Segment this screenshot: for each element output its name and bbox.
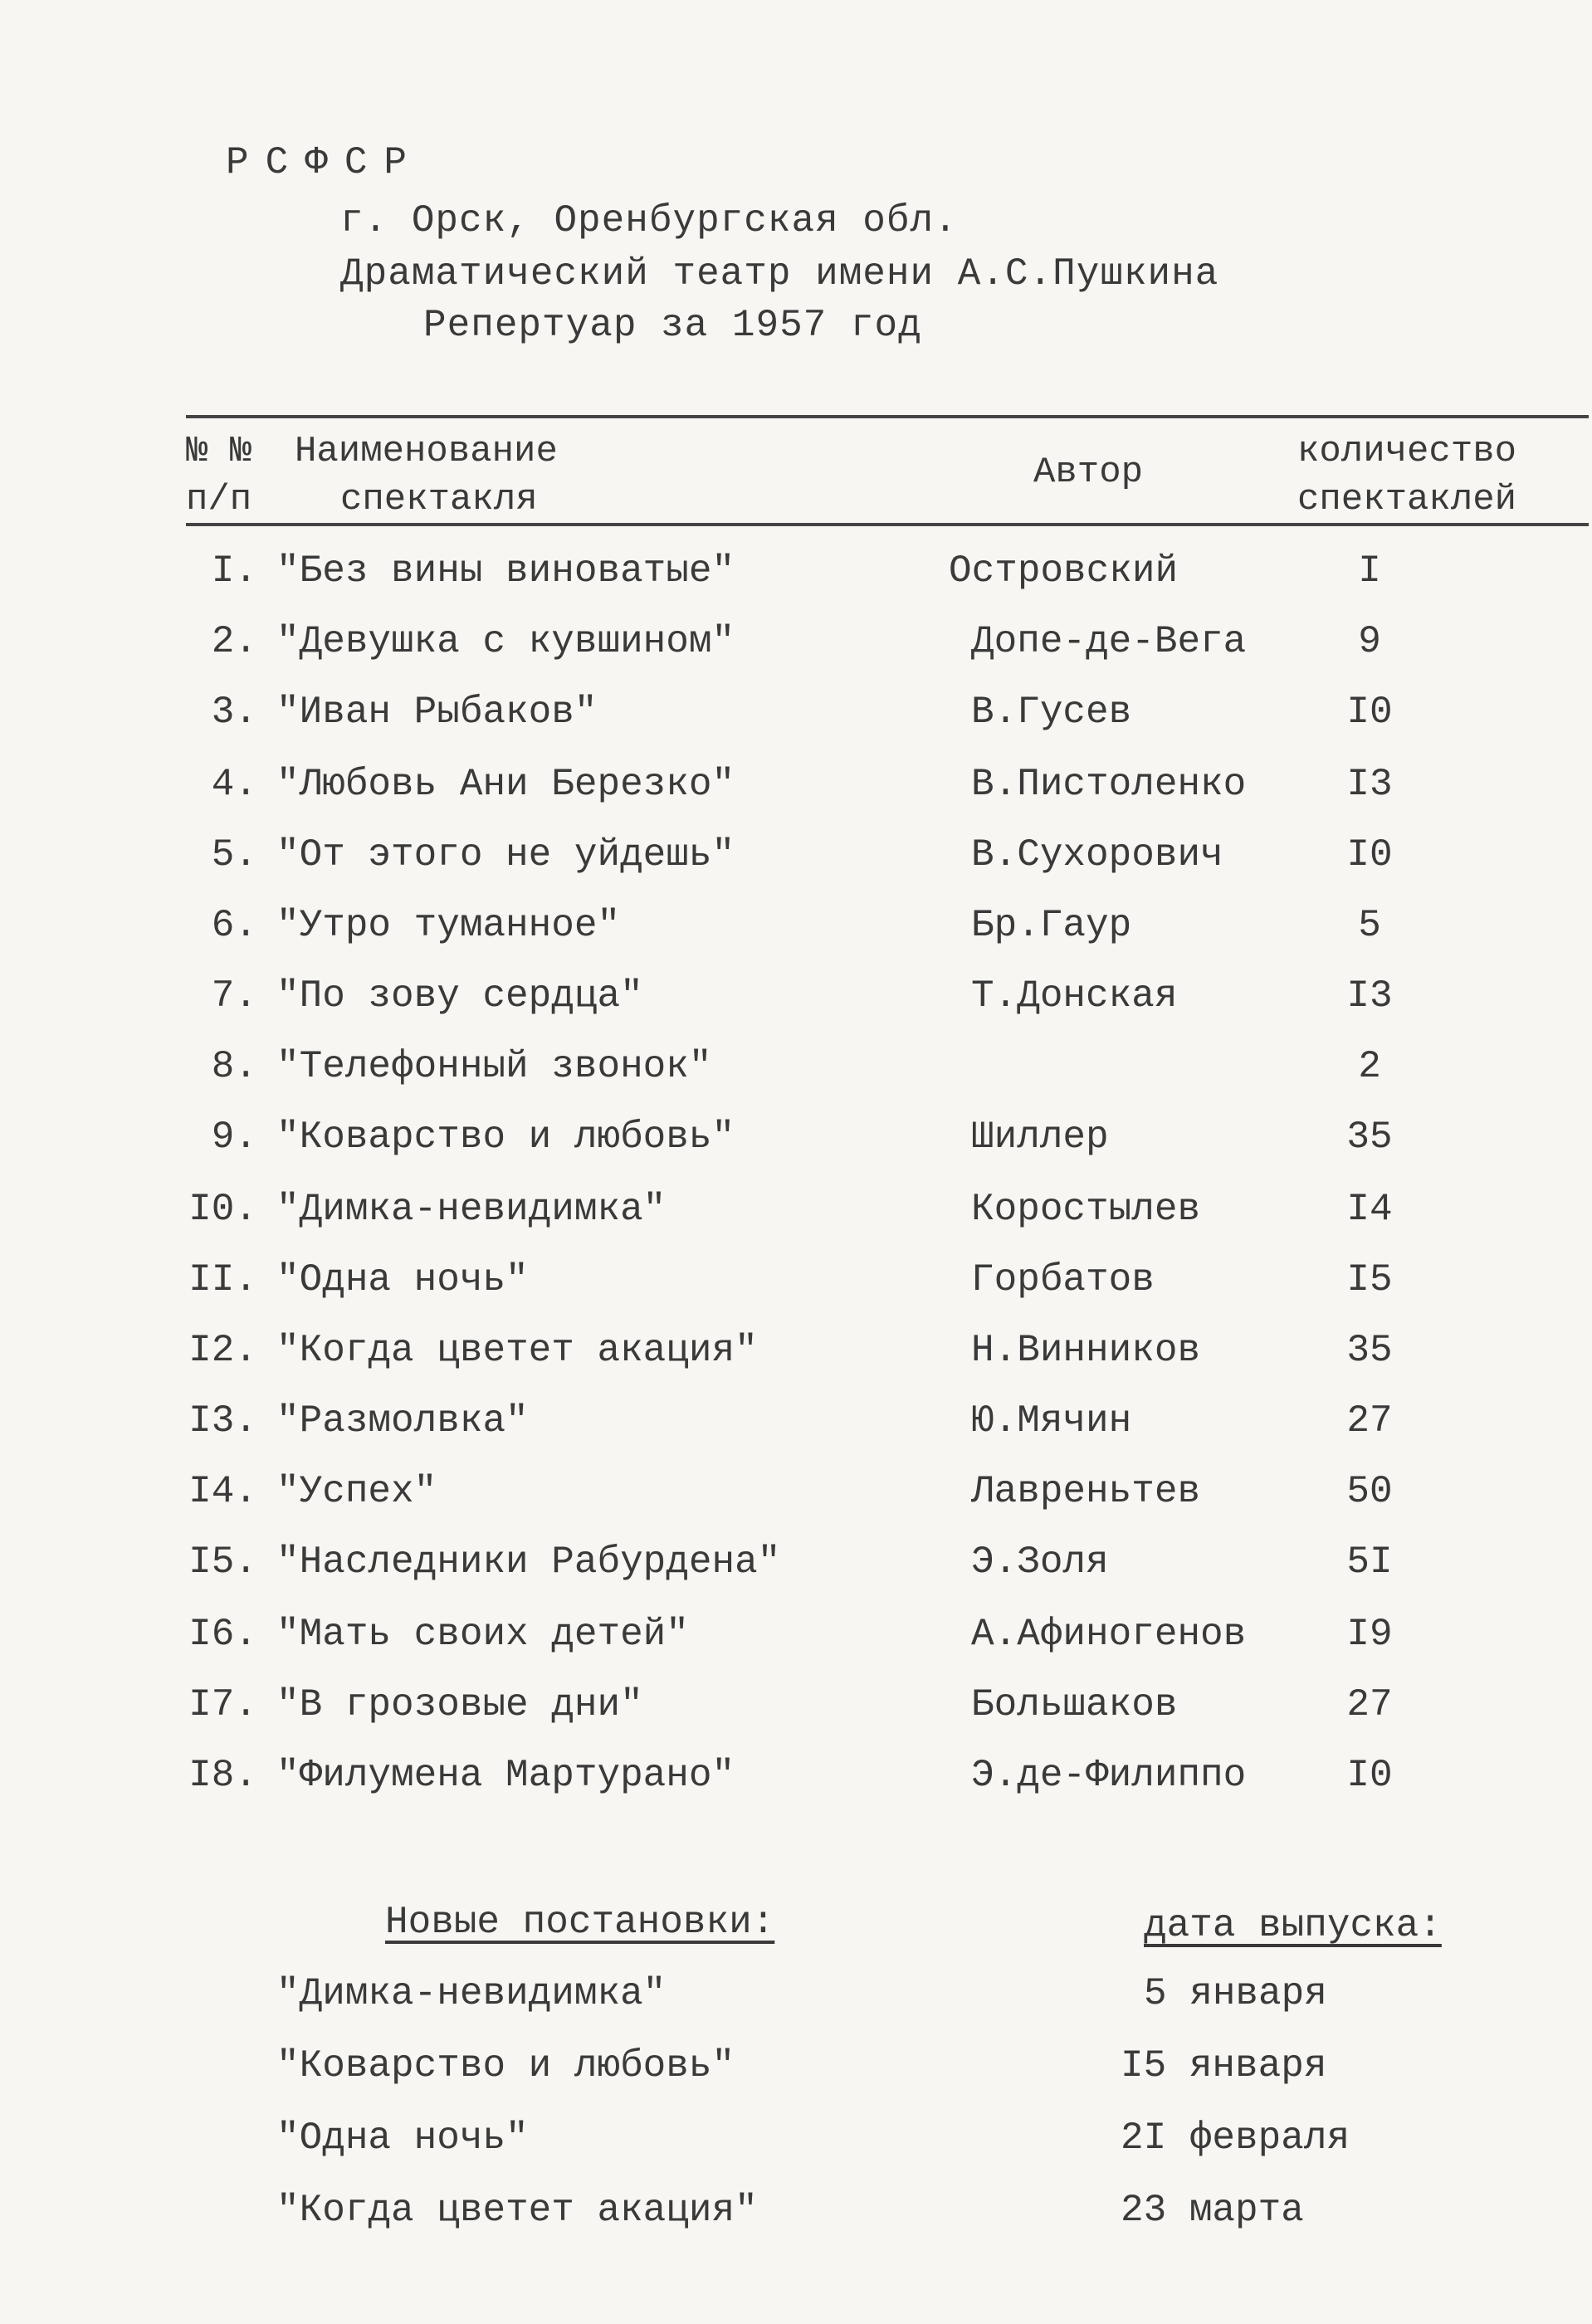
table-row <box>0 1188 1592 1246</box>
table-row <box>0 1116 1592 1174</box>
new-production-title: "Одна ночь" <box>276 2116 529 2160</box>
row-title: "Наследники Рабурдена" <box>276 1540 781 1584</box>
row-count: 27 <box>1346 1683 1393 1726</box>
repertoire-title: Репертуар за 1957 год <box>423 304 922 347</box>
row-author: Н.Винников <box>971 1329 1201 1372</box>
table-row <box>0 1258 1592 1316</box>
row-count: I0 <box>1346 1754 1393 1797</box>
table-top-rule <box>186 415 1589 418</box>
row-title: "От этого не уйдешь" <box>276 833 735 876</box>
row-title: "Размолвка" <box>276 1399 529 1443</box>
row-title: "По зову сердца" <box>276 974 643 1018</box>
row-title: "Филумена Мартурано" <box>276 1754 735 1797</box>
row-number: 8. <box>211 1045 257 1088</box>
column-header-number <box>186 427 251 524</box>
column-header-count-line1: количество <box>1297 431 1517 472</box>
row-author: Лавреньтев <box>971 1470 1201 1513</box>
release-date-heading: дата выпуска: <box>1144 1904 1442 1947</box>
row-title: "Утро туманное" <box>276 904 621 947</box>
list-item <box>0 2189 1592 2247</box>
row-title: "Любовь Ани Березко" <box>276 763 735 806</box>
row-author: В.Пистоленко <box>971 763 1247 806</box>
row-author: Допе-де-Вега <box>971 620 1247 663</box>
row-count: I <box>1358 549 1381 593</box>
table-row <box>0 1683 1592 1741</box>
row-number: 6. <box>211 904 257 947</box>
row-title: "Когда цветет акация" <box>276 1329 758 1372</box>
column-header-count <box>1297 427 1516 524</box>
new-production-title: "Коварство и любовь" <box>276 2044 735 2087</box>
country-heading: РСФСР <box>226 141 424 184</box>
row-count: 35 <box>1346 1116 1393 1159</box>
new-production-date: 23 марта <box>1121 2189 1304 2232</box>
row-count: 9 <box>1358 620 1381 663</box>
row-number: I4. <box>188 1470 257 1513</box>
table-row <box>0 1754 1592 1812</box>
table-header-rule <box>186 523 1589 526</box>
table-row <box>0 1329 1592 1387</box>
table-row <box>0 1045 1592 1103</box>
row-author: Э.де-Филиппо <box>971 1754 1247 1797</box>
row-title: "Одна ночь" <box>276 1258 529 1301</box>
row-author: Ю.Мячин <box>971 1399 1132 1443</box>
row-number: I5. <box>188 1540 257 1584</box>
row-author: В.Сухорович <box>971 833 1223 876</box>
column-header-author: Автор <box>1033 452 1144 493</box>
row-author: Т.Донская <box>971 974 1178 1018</box>
table-row <box>0 549 1592 608</box>
row-number: I8. <box>188 1754 257 1797</box>
column-header-count-line2: спектаклей <box>1297 479 1517 520</box>
new-production-date: 5 января <box>1144 1972 1327 2015</box>
new-productions-heading: Новые постановки: <box>385 1901 775 1944</box>
row-count: I4 <box>1346 1188 1393 1231</box>
row-title: "Мать своих детей" <box>276 1613 689 1656</box>
row-author: Коростылев <box>971 1188 1201 1231</box>
list-item <box>0 2116 1592 2175</box>
column-header-title <box>295 427 558 524</box>
row-title: "Без вины виноватые" <box>276 549 735 593</box>
row-author: Горбатов <box>971 1258 1155 1301</box>
row-number: 9. <box>211 1116 257 1159</box>
row-number: I0. <box>188 1188 257 1231</box>
row-count: I9 <box>1346 1613 1393 1656</box>
row-author: А.Афиногенов <box>971 1613 1247 1656</box>
new-production-date: I5 января <box>1121 2044 1327 2087</box>
new-production-date: 2I февраля <box>1121 2116 1350 2160</box>
table-row <box>0 691 1592 749</box>
row-number: I3. <box>188 1399 257 1443</box>
row-number: I2. <box>188 1329 257 1372</box>
row-title: "Димка-невидимка" <box>276 1188 667 1231</box>
row-title: "Телефонный звонок" <box>276 1045 712 1088</box>
column-header-number-line1: № № <box>186 431 252 472</box>
table-row <box>0 1613 1592 1671</box>
table-row <box>0 1470 1592 1528</box>
table-row <box>0 620 1592 678</box>
row-author: Э.Золя <box>971 1540 1109 1584</box>
column-header-number-line2: п/п <box>186 479 252 520</box>
row-author: Бр.Гаур <box>971 904 1132 947</box>
row-title: "Успех" <box>276 1470 437 1513</box>
row-author: Шиллер <box>971 1116 1109 1159</box>
row-number: I6. <box>188 1613 257 1656</box>
list-item <box>0 2044 1592 2102</box>
row-title: "Девушка с кувшином" <box>276 620 735 663</box>
row-number: 4. <box>211 763 257 806</box>
row-number: 2. <box>211 620 257 663</box>
new-production-title: "Когда цветет акация" <box>276 2189 758 2232</box>
table-row <box>0 1540 1592 1599</box>
column-header-title-line1: Наименование <box>295 431 558 472</box>
row-number: 5. <box>211 833 257 876</box>
row-count: I0 <box>1346 833 1393 876</box>
row-count: 35 <box>1346 1329 1393 1372</box>
theatre-name: Драматический театр имени А.С.Пушкина <box>340 252 1219 295</box>
row-count: 5I <box>1346 1540 1393 1584</box>
row-count: I3 <box>1346 763 1393 806</box>
row-number: I. <box>211 549 257 593</box>
row-author: В.Гусев <box>971 691 1132 734</box>
row-count: 50 <box>1346 1470 1393 1513</box>
row-author: Островский <box>949 549 1179 593</box>
table-row <box>0 833 1592 891</box>
row-count: 5 <box>1358 904 1381 947</box>
table-row <box>0 904 1592 962</box>
row-count: I0 <box>1346 691 1393 734</box>
row-number: 3. <box>211 691 257 734</box>
row-count: 2 <box>1358 1045 1381 1088</box>
row-author: Большаков <box>971 1683 1178 1726</box>
row-title: "Иван Рыбаков" <box>276 691 598 734</box>
row-title: "В грозовые дни" <box>276 1683 643 1726</box>
row-count: I5 <box>1346 1258 1393 1301</box>
row-number: 7. <box>211 974 257 1018</box>
row-count: I3 <box>1346 974 1393 1018</box>
table-row <box>0 763 1592 821</box>
table-row <box>0 1399 1592 1457</box>
column-header-title-line2: спектакля <box>340 479 538 520</box>
row-count: 27 <box>1346 1399 1393 1443</box>
row-title: "Коварство и любовь" <box>276 1116 735 1159</box>
table-row <box>0 974 1592 1033</box>
row-number: I7. <box>188 1683 257 1726</box>
row-number: II. <box>188 1258 257 1301</box>
new-production-title: "Димка-невидимка" <box>276 1972 667 2015</box>
city-line: г. Орск, Оренбургская обл. <box>340 199 958 242</box>
list-item <box>0 1972 1592 2030</box>
